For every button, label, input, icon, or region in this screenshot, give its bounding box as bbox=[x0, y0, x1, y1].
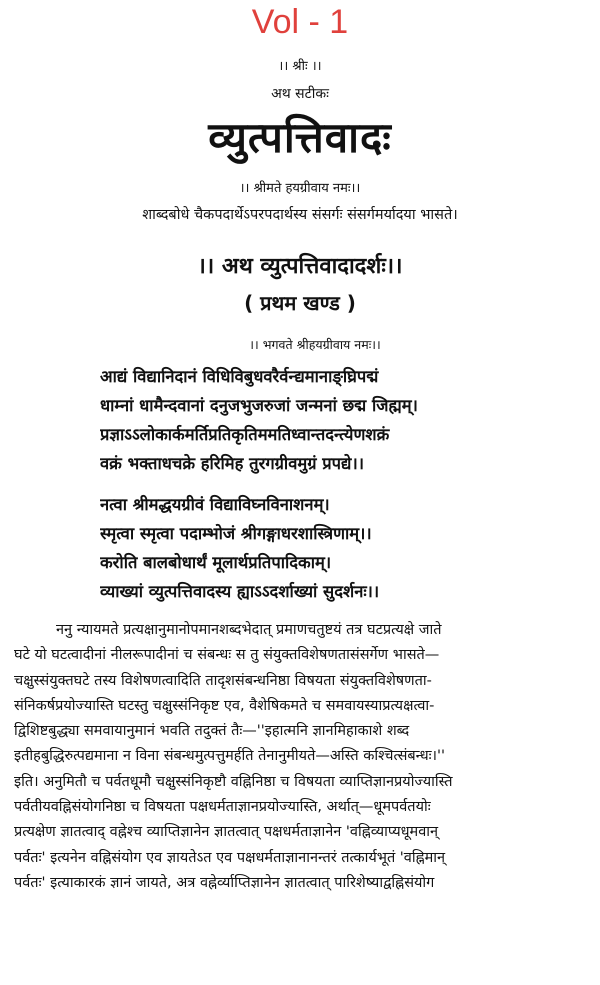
prose-line: घटे यो घटत्वादीनां नीलरूपादीनां च संबन्धः स तु संयुक्तविशेषणतासंसर्गेण भासते— bbox=[14, 647, 440, 664]
commentary-title: ।। अथ व्युत्पत्तिवादादर्शः।। bbox=[197, 254, 403, 279]
main-title: व्युत्पत्तिवादः bbox=[208, 113, 392, 162]
volume-label: Vol - 1 bbox=[251, 3, 349, 41]
verse-line: नत्वा श्रीमद्धयग्रीवं विद्याविघ्नविनाशनम्। bbox=[100, 495, 330, 514]
verse-line: व्याख्यां व्युत्पत्तिवादस्य ह्याऽऽदर्शाख्यां सुदर्शनः।। bbox=[100, 582, 380, 601]
prose-line: चक्षुस्संयुक्तघटे तस्य विशेषणत्वादिति तादृशसंबन्धनिष्ठा विषयता संयुक्तविशेषणता- bbox=[14, 672, 432, 689]
verse-block-1 bbox=[100, 364, 540, 480]
verse-line: धाम्नां धामैन्दवानां दनुजभुजरुजां जन्मनां छद्म जिह्मम्। bbox=[100, 396, 418, 415]
verse-line: प्रज्ञाऽऽलोकार्कमर्तिप्रतिकृतिममतिध्वान्तदन्त्येणशक्रं bbox=[100, 425, 390, 444]
prose-line: ननु न्यायमते प्रत्यक्षानुमानोपमानशब्दभेदात् प्रमाणचतुष्टयं तत्र घटप्रत्यक्षे जाते bbox=[56, 622, 442, 638]
mangala-line: ।। श्रीमते हयग्रीवाय नमः।। bbox=[239, 181, 361, 196]
prose-line: पर्वतीयवह्निसंयोगनिष्ठा च विषयता पक्षधर्मताज्ञानप्रयोज्यास्ति, अर्थात्—धूमपर्वतयोः bbox=[14, 799, 431, 816]
prose-line: पर्वतः' इत्याकारकं ज्ञानं जायते, अत्र वह्नेर्व्याप्तिज्ञानेन ज्ञातत्वात् पारिशेष्याद्वह्निसंयोग bbox=[14, 874, 435, 891]
verse-line: वक्रं भक्ताधचक्रे हरिमिह तुरगग्रीवमुग्रं प्रपद्ये।। bbox=[100, 454, 364, 473]
atha-line: अथ सटीकः bbox=[271, 86, 329, 102]
prose-line: इतीहबुद्धिरुत्पद्यमाना न विना संबन्धमुत्पत्तुमर्हति तेनानुमीयते—अस्ति कश्चित्संबन्धः।'' bbox=[14, 748, 446, 765]
prose-line: द्विशिष्टबुद्ध्या समवायानुमानं भवति तदुक्तं तैः—''इहात्मनि ज्ञानमिहाकाशे शब्द bbox=[14, 723, 410, 740]
prose-line: संनिकर्षप्रयोज्यास्ति घटस्तु चक्षुस्संनिकृष्ट एव, वैशेषिकमते च समवायस्याप्रत्यक्षत्वा- bbox=[14, 697, 435, 714]
verse-line: आद्यं विद्यानिदानं विधिविबुधवरैर्वन्द्यमानाङ्घ्रिपद्मं bbox=[100, 367, 379, 386]
verse-line: स्मृत्वा स्मृत्वा पदाम्भोजं श्रीगङ्गाधरशास्त्रिणाम्।। bbox=[100, 524, 372, 543]
verse-line: करोति बालबोधार्थं मूलार्थप्रतिपादिकाम्। bbox=[100, 553, 332, 572]
commentary-mangala: ।। भगवते श्रीहयग्रीवाय नमः।। bbox=[249, 337, 381, 352]
prose-paragraph bbox=[14, 618, 586, 896]
prose-line: इति। अनुमितौ च पर्वतधूमौ चक्षुस्संनिकृष्टौ वह्निनिष्ठा च विषयता व्याप्तिज्ञानप्रयोज्यास्ति bbox=[14, 773, 453, 790]
invocation-shri: ।। श्रीः ।। bbox=[278, 59, 322, 74]
verse-block-2 bbox=[100, 492, 540, 608]
prose-line: पर्वतः' इत्यनेन वह्निसंयोग एव ज्ञायतेऽत एव पक्षधर्मताज्ञानानन्तरं तत्कार्यभूतं 'वह्निमान् bbox=[14, 849, 446, 866]
sutra-line: शाब्दबोधे चैकपदार्थेऽपरपदार्थस्य संसर्गः संसर्गमर्यादया भासते। bbox=[142, 207, 458, 223]
prose-line: प्रत्यक्षेण ज्ञातत्वाद् वह्नेश्च व्याप्तिज्ञानेन ज्ञातत्वात् पक्षधर्मताज्ञानेन 'वह्निव्याप्यधूमवान् bbox=[14, 824, 439, 841]
khanda-heading: ( प्रथम खण्ड ) bbox=[244, 291, 356, 315]
